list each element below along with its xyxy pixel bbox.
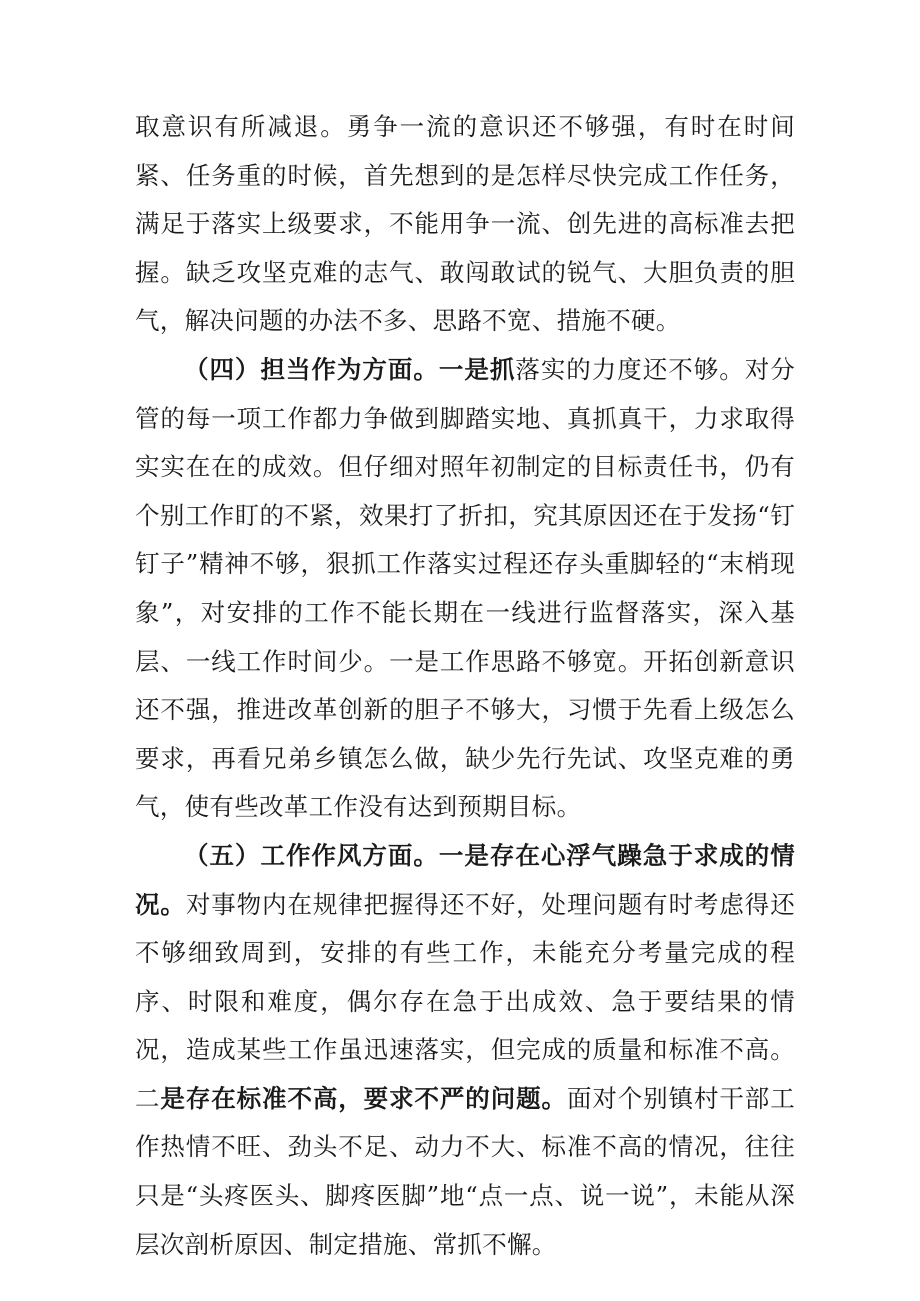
paragraph-continued: [135, 103, 795, 346]
paragraph-text: 落实的力度还不够。对分管的每一项工作都力争做到脚踏实地、真抓真干，力求取得实实在在的成效。但仔细对照年初制定的目标责任书，仍有个别工作盯的不紧，效果打了折扣，究其原因还在于发扬“钉钉子”精神不够，狠抓工作落实过程还存头重脚轻的“末梢现象”，对安排的工作不能长期在一线进行监督落实，深入基层、一线工作时间少。一是工作思路不够宽。开拓创新意识还不强，推进改革创新的胆子不够大，习惯于先看上级怎么要求，再看兄弟乡镇怎么做，缺少先行先试、攻坚克难的勇气，使有些改革工作没有达到预期目标。: [135, 354, 795, 822]
paragraph-text: 对事物内在规律把握得还不好，处理问题有时考虑得还不够细致周到，安排的有些工作，未能充分考量完成的程序、时限和难度，偶尔存在急于出成效、急于要结果的情况，造成某些工作虽迅速落实，但完成的质量和标准不高。二: [135, 889, 795, 1113]
section-heading: （五）工作作风方面。一是存在心浮气躁急于求成的情况。: [135, 840, 795, 919]
document-page: [135, 103, 795, 1269]
subpoint-heading: 是存在标准不高，要求不严的问题。: [160, 1083, 567, 1113]
paragraph-section-5: [135, 832, 795, 1269]
paragraph-text: 面对个别镇村干部工作热情不旺、劲头不足、动力不大、标准不高的情况，往往只是“头疼医头、脚疼医脚”地“点一点、说一说”，未能从深层次剖析原因、制定措施、常抓不懈。: [135, 1083, 795, 1259]
section-heading: （四）担当作为方面。一是抓: [184, 354, 516, 384]
paragraph-section-4: [135, 346, 795, 832]
paragraph-text: 取意识有所减退。勇争一流的意识还不够强，有时在时间紧、任务重的时候，首先想到的是怎样尽快完成工作任务，满足于落实上级要求，不能用争一流、创先进的高标准去把握。缺乏攻坚克难的志气、敢闯敢试的锐气、大胆负责的胆气，解决问题的办法不多、思路不宽、措施不硬。: [135, 112, 795, 336]
